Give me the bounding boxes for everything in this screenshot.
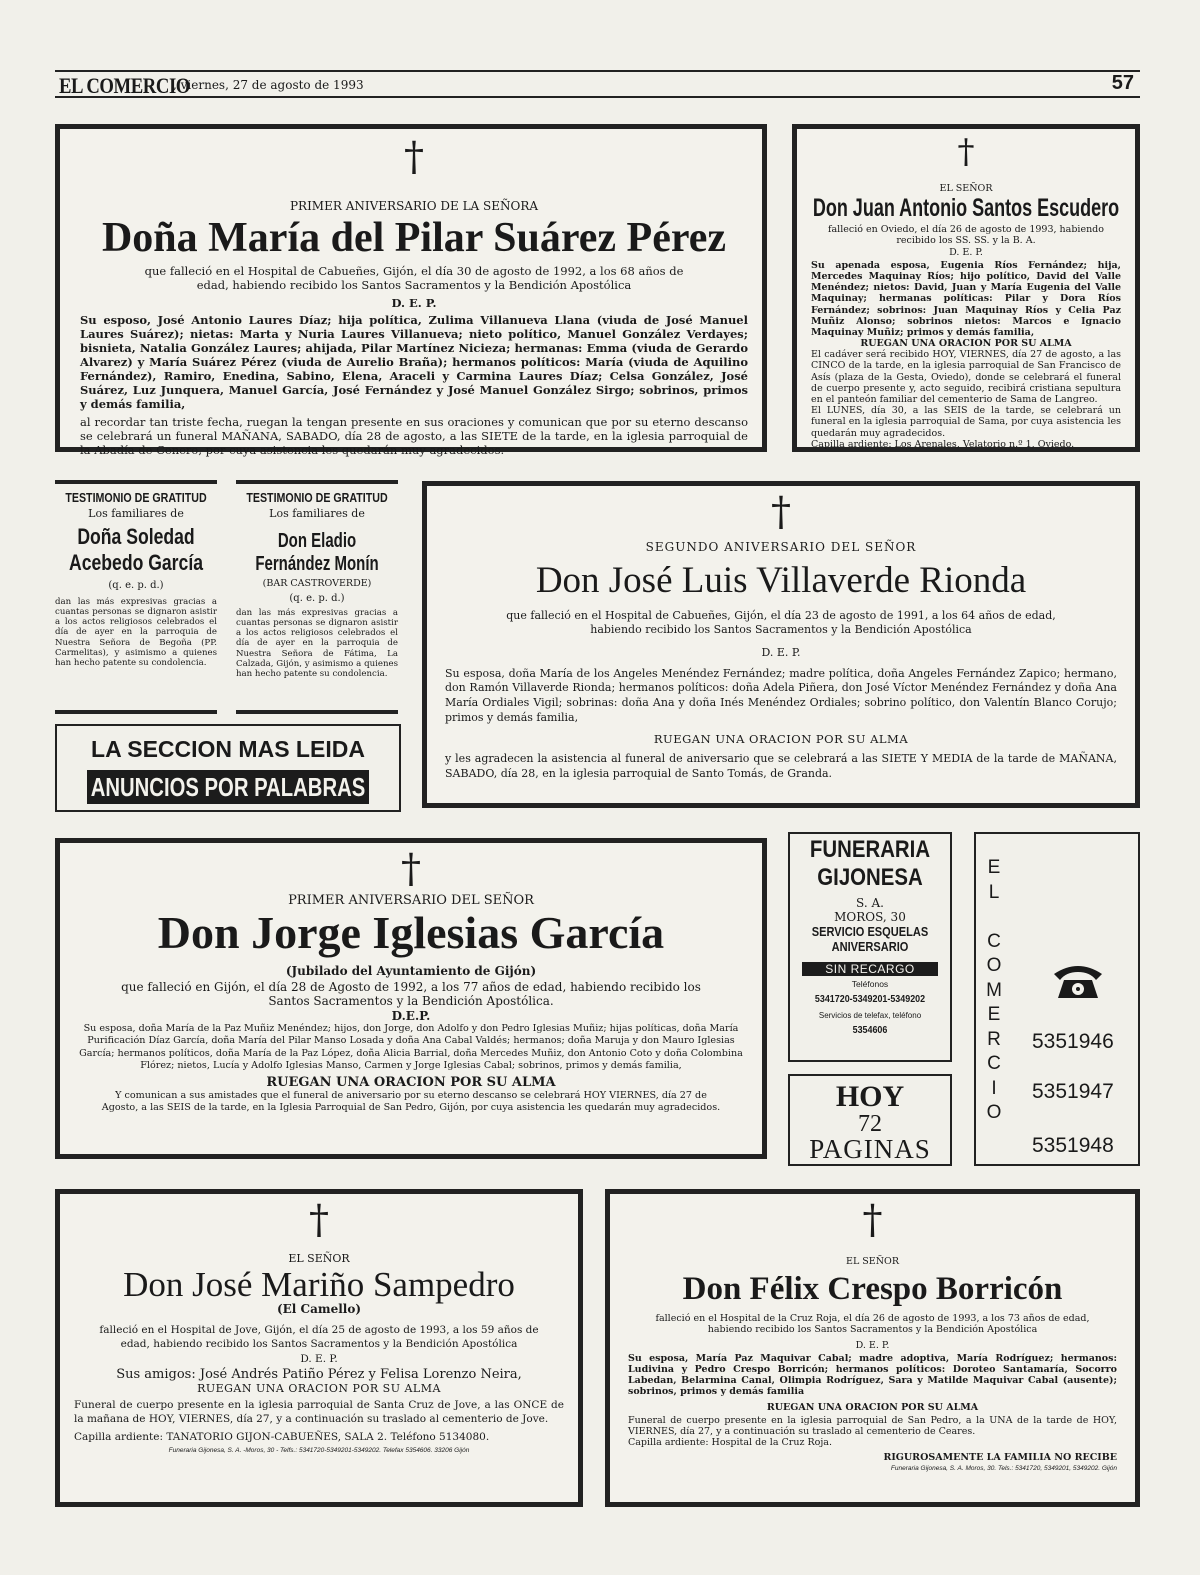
gratitude-eladio: [236, 480, 398, 714]
cross-icon: †: [404, 134, 424, 180]
deceased-name: Doña María del Pilar Suárez Pérez: [101, 215, 727, 261]
top-rule: [55, 480, 217, 484]
prayer-request: RUEGAN UNA ORACION POR SU ALMA: [766, 1401, 979, 1413]
obituary-subtitle: PRIMER ANIVERSARIO DE LA SEÑORA: [289, 199, 539, 213]
promo-banner-text: ANUNCIOS POR PALABRAS: [90, 772, 366, 802]
deceased-name-line1: Don Eladio: [277, 530, 357, 552]
page-number: 57: [1111, 72, 1134, 94]
obituary-intro: que falleció en el Hospital de Cabueñes, Gijón, el día 23 de agosto de 1991, a los 64 años de edad, habiendo recibido los Santos Sacramentos y la Bendición Apostólica: [506, 609, 1056, 637]
phone-number: 5351946: [1032, 1030, 1114, 1053]
deceased-nickname: (El Camello): [276, 1302, 362, 1316]
service-line1: SERVICIO ESQUELAS: [811, 924, 929, 939]
deceased-name: Don Juan Antonio Santos Escudero: [812, 194, 1120, 222]
vertical-letter: O: [986, 955, 1002, 976]
funeraria-address: MOROS, 30: [834, 910, 906, 924]
gratitude-soledad: [55, 480, 217, 714]
gratitude-family: Los familiares de: [88, 507, 184, 520]
masthead: EL COMERCIO: [59, 73, 190, 98]
obituary-intro: que falleció en el Hospital de Cabueñes, Gijón, el día 30 de agosto de 1992, a los 68 años de edad, habiendo recibido los Santos Sacramentos y la Bendición Apostólica: [144, 264, 684, 292]
obituary-subtitle: EL SEÑOR: [846, 1256, 899, 1267]
qepd-label: (q. e. p. d.): [108, 580, 164, 591]
funeral-details: Funeral de cuerpo presente en la iglesia parroquial de Santa Cruz de Jove, a las ONCE de la mañana de HOY, VIERNES, día 27, y a continuación su traslado al cementerio de Jove.: [74, 1399, 564, 1425]
dep-label: D. E. P.: [949, 246, 983, 258]
issue-date: , viernes, 27 de agosto de 1993: [173, 78, 364, 92]
company-type: S. A.: [856, 896, 884, 910]
funeraria-name-line1: FUNERARIA: [809, 836, 931, 863]
obituary-marino: [55, 1189, 583, 1507]
pages-count-box: [788, 1074, 952, 1166]
funeral-home-footer: Funeraria Gijonesa, S. A. -Moros, 30 - Telfs.: 5341720-5349201-5349202. Telefax 5354606. 33206 Gijón: [168, 1447, 470, 1455]
obituary-santos: [792, 124, 1140, 452]
fax-label: Servicios de telefax, teléfono: [818, 1011, 922, 1020]
dep-label: D. E. P.: [855, 1339, 890, 1351]
service-line2: ANIVERSARIO: [831, 939, 909, 954]
no-visits-notice: RIGUROSAMENTE LA FAMILIA NO RECIBE: [883, 1452, 1117, 1464]
family-list: Su esposa, doña María de la Paz Muñiz Menéndez; hijos, don Jorge, don Adolfo y don Pedro Iglesias Muñiz; hijas políticas, doña María Purificación Díaz García, doña María del Pilar Manso Losada y doña Ana Cabal Valdés; hermanos; doña Maruja y don Mauro Iglesias García; hermanos políticos, doña María de la Paz López, doña Alicia Barrial, doña Mercedes Muñiz, don Antonio Coto y doña Colombina Flórez; nietos, Lucía y Adolfo Iglesias Manso, Carmen y Jorge Iglesias Cabal; sobrinos, primos y demás familia,: [79, 1022, 743, 1072]
funeral-details: El cadáver será recibido HOY, VIERNES, día 27 de agosto, a las CINCO de la tarde, en la iglesia parroquial de San Francisco de Asís (plaza de la Gesta, Oviedo), donde se celebrará el funeral de cuerpo presente y, acto seguido, recibirá cristiana sepultura en el panteón familiar del cementerio de Sama de Langreo.: [811, 349, 1121, 406]
bottom-rule: [55, 710, 217, 714]
cross-icon: †: [309, 1197, 329, 1243]
vertical-title: [984, 856, 1004, 1126]
gratitude-text: dan las más expresivas gracias a cuantas personas se dignaron asistir a los actos religiosos celebrados el día de ayer en la parroquia de Nuestra Señora de Fátima, La Calzada, Gijón, y asimismo a quienes han hecho patente su condolencia.: [236, 608, 398, 679]
deceased-name-line1: Doña Soledad: [77, 524, 195, 549]
gratitude-family: Los familiares de: [269, 507, 365, 520]
deceased-name: Don José Mariño Sampedro: [123, 1265, 515, 1304]
dep-label: D. E. P.: [761, 645, 801, 659]
friends-line: Sus amigos: José Andrés Patiño Pérez y Felisa Lorenzo Neira,: [116, 1367, 522, 1383]
cross-icon: †: [862, 1197, 883, 1243]
obituary-suarez: [55, 124, 767, 457]
cross-icon: †: [771, 489, 791, 535]
deceased-role: (Jubilado del Ayuntamiento de Gijón): [285, 964, 537, 978]
gratitude-title: TESTIMONIO DE GRATITUD: [65, 490, 207, 505]
obituary-intro: falleció en Oviedo, el día 26 de agosto de 1993, habiendo recibido los SS. SS. y la B. A.: [828, 224, 1104, 246]
business-name: (BAR CASTROVERDE): [262, 578, 372, 589]
funeraria-fax: 5354606: [852, 1024, 888, 1036]
deceased-name: Don Félix Crespo Borricón: [682, 1271, 1063, 1307]
dep-label: D. E. P.: [391, 295, 437, 310]
vertical-letter: M: [986, 979, 1002, 1001]
vertical-letter: C: [987, 1053, 1001, 1074]
dep-label: D. E. P.: [300, 1353, 338, 1366]
cross-icon: †: [957, 132, 975, 172]
prayer-request: RUEGAN UNA ORACION POR SU ALMA: [653, 731, 909, 746]
page-header: [55, 70, 1140, 98]
funeral-monday: El LUNES, día 30, a las SEIS de la tarde, se celebrará un funeral en la iglesia parroquial de Sama, por cuya asistencia les quedarán muy agradecidos.: [811, 405, 1121, 439]
funeraria-name-line2: GIJONESA: [817, 864, 923, 891]
family-list: Su esposa, María Paz Maquivar Cabal; madre adoptiva, María Rodríguez; hermanos: Ludivina y Pedro Crespo Borricón; hermanos políticos: Doroteo Santamaría, Socorro Labedan, Belarmina Canal, Olimpia Rodríguez, Sara y Matilde Maquivar Cabal (ausente); sobrinos, primos y demás familia: [628, 1352, 1117, 1398]
vertical-letter: O: [986, 1102, 1002, 1123]
obituary-closing: y les agradecen la asistencia al funeral de aniversario que se celebrará a las SIETE Y MEDIA de la tarde de MAÑANA, SABADO, día 28, en la iglesia parroquial de Santo Tomás, de Granda.: [445, 751, 1117, 780]
phones-label: Teléfonos: [851, 979, 889, 989]
promo-banner: [87, 770, 369, 804]
obituary-closing: Y comunican a sus amistades que el funeral de aniversario por su eterno descanso se celebrará HOY VIERNES, día 27 de Agosto, a las SEIS de la tarde, en la Iglesia Parroquial de San Pedro, Gijón, por cuya asistencia les quedarán muy agradecidos.: [101, 1089, 721, 1114]
hoy-label: HOY: [835, 1080, 905, 1113]
obituary-subtitle: EL SEÑOR: [288, 1252, 350, 1265]
bottom-rule: [236, 710, 398, 714]
telephone-icon: [1050, 960, 1106, 1000]
vertical-letter: [984, 905, 1004, 930]
obituary-subtitle: PRIMER ANIVERSARIO DEL SEÑOR: [288, 893, 534, 908]
vertical-letter: C: [987, 930, 1001, 952]
vertical-letter: R: [987, 1028, 1001, 1050]
elcomercio-phones-box: [974, 832, 1140, 1166]
funeral-home-footer: Funeraria Gijonesa, S. A. Moros, 30. Tels.: 5341720, 5349201, 5349202. Gijón: [890, 1465, 1117, 1473]
gratitude-text: dan las más expresivas gracias a cuantas personas se dignaron asistir a los actos religiosos celebrados el día de ayer en la parroquia de Nuestra Señora de Begoña (PP. Carmelitas), y asimismo a quienes han hecho patente su condolencia.: [55, 597, 217, 668]
funeral-details: Funeral de cuerpo presente en la iglesia parroquial de San Pedro, a la UNA de la tarde de HOY, VIERNES, día 27, y a continuación su traslado al cementerio de Ceares.: [628, 1414, 1117, 1437]
prayer-request: RUEGAN UNA ORACION POR SU ALMA: [266, 1074, 556, 1090]
classifieds-promo: [55, 724, 401, 812]
vertical-letter: I: [991, 1077, 997, 1099]
obituary-intro: que falleció en Gijón, el día 28 de Agosto de 1992, a los 77 años de edad, habiendo recibido los Santos Sacramentos y la Bendición Apostólica.: [121, 980, 701, 1009]
obituary-subtitle: EL SEÑOR: [939, 183, 993, 194]
obituary-subtitle: SEGUNDO ANIVERSARIO DEL SEÑOR: [645, 540, 917, 554]
deceased-name-line2: Acebedo García: [68, 550, 204, 575]
obituary-crespo: [605, 1189, 1140, 1507]
phone-number: 5351948: [1032, 1134, 1114, 1157]
prayer-request: RUEGAN UNA ORACION POR SU ALMA: [860, 338, 1072, 350]
family-list: Su esposa, doña María de los Angeles Menéndez Fernández; madre política, doña Angeles Fernández Zapico; hermano, don Ramón Villaverde Rionda; hermanos políticos: doña Adela Piñera, don José Víctor Menéndez Fernández y doña Ana María Ordiales Vigil; sobrinas: doña Ana y doña Inés Menéndez Ordiales; sobrino político, don Valentín Blanco Corujo; primos y demás familia,: [445, 666, 1117, 725]
phone-number: 5351947: [1032, 1080, 1114, 1103]
cross-icon: †: [401, 846, 421, 892]
obituary-intro: falleció en el Hospital de Jove, Gijón, el día 25 de agosto de 1993, a los 59 años de edad, habiendo recibido los Santos Sacramentos y la Bendición Apostólica: [99, 1324, 539, 1350]
vertical-letter: E: [987, 857, 1001, 878]
vertical-letter: E: [987, 1004, 1001, 1025]
chapel-info: Capilla ardiente: Los Arenales, Velatorio n.º 1, Oviedo.: [811, 438, 1075, 450]
page-count: 72: [858, 1111, 882, 1137]
promo-headline: LA SECCION MAS LEIDA: [91, 736, 365, 762]
prayer-request: RUEGAN UNA ORACION POR SU ALMA: [197, 1382, 441, 1396]
family-list: Su apenada esposa, Eugenia Ríos Fernández; hija, Mercedes Maquinay Ríos; hijo político, David del Valle Menéndez; nietos: David, Juan y María Eugenia del Valle Maquinay; hermanas políticas: Pilar y Dora Ríos Fernández; sobrinos: Juan Maquinay Ríos y Celia Paz Muñiz Alonso; sobrinos nietos: Marcos e Ignacio Maquinay Muñiz; primos y demás familia,: [811, 259, 1121, 339]
gratitude-title: TESTIMONIO DE GRATITUD: [246, 490, 388, 505]
obituary-villaverde: [422, 481, 1140, 808]
chapel-info: Capilla ardiente: TANATORIO GIJON-CABUEÑES, SALA 2. Teléfono 5134080.: [74, 1430, 490, 1443]
chapel-info: Capilla ardiente: Hospital de la Cruz Roja.: [628, 1437, 832, 1449]
obituary-intro: falleció en el Hospital de la Cruz Roja, el día 26 de agosto de 1993, a los 73 años de edad, habiendo recibido los Santos Sacramentos y la Bendición Apostólica: [655, 1313, 1090, 1335]
deceased-name-line2: Fernández Monín: [255, 553, 379, 575]
deceased-name: Don Jorge Iglesias García: [157, 907, 665, 958]
family-list: Su esposo, José Antonio Laures Díaz; hija política, Zulima Villanueva Llana (viuda de José Manuel Laures Suárez); nietas: Marta y Nuria Laures Villanueva; nieto político, Manuel González Verdayes; bisnieta, Natalia González Laures; ahijada, Pilar Martínez Nicieza; hermanas: Emma (viuda de Gerardo Alvarez) y María Suárez Pérez (viuda de Aurelio Braña); hermanos políticos: María (viuda de Aquilino Fernández), Ramiro, Enedina, Sabino, Elena, Araceli y Carmina Laures Díaz; Celsa González, José Suárez, Luz Junquera, Manuel García, José Fernández y José Manuel González Sirgo; sobrinos, primos y demás familia,: [80, 312, 748, 411]
top-rule: [236, 480, 398, 484]
dep-label: D.E.P.: [391, 1008, 431, 1023]
no-surcharge-badge: SIN RECARGO: [802, 962, 938, 976]
deceased-name: Don José Luis Villaverde Rionda: [535, 560, 1027, 601]
obituary-closing: al recordar tan triste fecha, ruegan la tengan presente en sus oraciones y comunican que por su eterno descanso se celebrará un funeral MAÑANA, SABADO, día 28 de agosto, a las SIETE de la tarde, en la iglesia parroquial de la Abadía de Cenero, por cuya asistencia les quedarán muy agradecidos.: [80, 414, 748, 457]
qepd-label: (q. e. p. d.): [289, 593, 345, 604]
vertical-letter: L: [988, 881, 1000, 903]
paginas-label: PAGINAS: [809, 1134, 931, 1164]
funeraria-ad: [788, 832, 952, 1062]
obituary-iglesias: [55, 838, 767, 1159]
funeraria-phones: 5341720-5349201-5349202: [814, 993, 926, 1005]
